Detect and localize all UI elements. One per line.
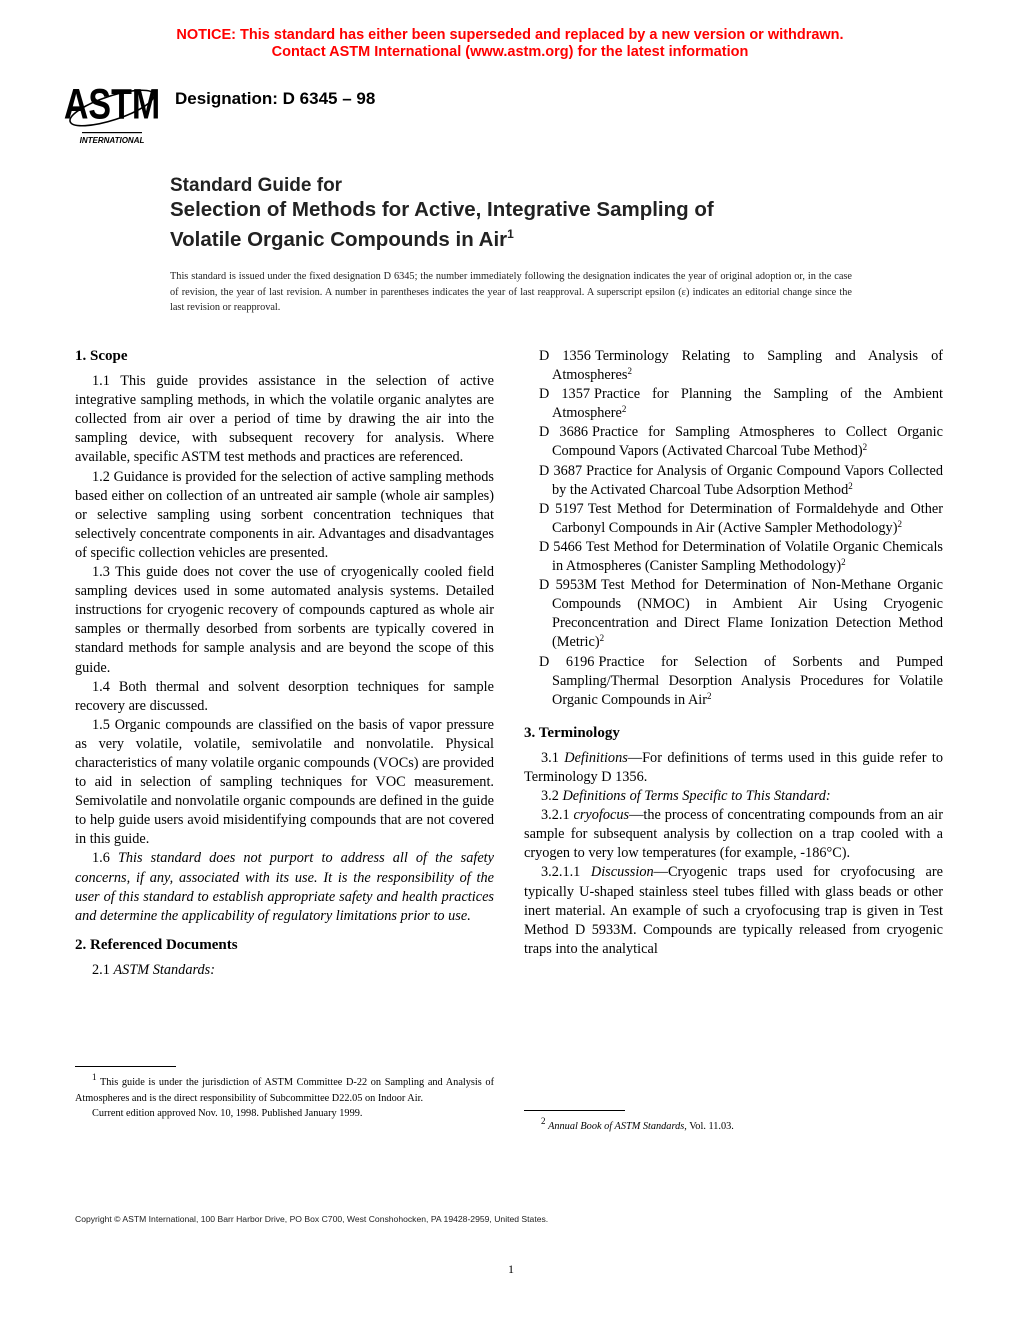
- paragraph-2-1: [75, 961, 494, 980]
- right-column: [524, 347, 943, 959]
- paragraph-1-5: 1.5 Organic compounds are classified on the basis of vapor pressure as very volatile, volatile, semivolatile and nonvolatile. Physical characteristics of many volatile organic compounds (VOCs) are provided to aid in selection of sampling techniques for VOC measurement. Semivolatile and nonvolatile organic compounds are defined in the guide to help guide users avoid misidentifying compounds that are not covered in this guide.: [75, 716, 494, 848]
- designation: Designation: D 6345 – 98: [175, 89, 376, 108]
- title-line-1: Standard Guide for: [170, 175, 343, 196]
- defined-term: cryofocus: [573, 807, 630, 824]
- title-footnote-mark: 1: [507, 227, 514, 241]
- reference-item: D 6196 Practice for Selection of Sorbents and Pumped Sampling/Thermal Desorption Analysis Procedures for Volatile Organic Compounds in Air$^2$: [539, 653, 943, 708]
- notice-line-1: NOTICE: This standard has either been superseded and replaced by a new version or withdrawn.: [176, 27, 844, 43]
- document-title: [170, 175, 714, 252]
- reference-item: D 3687 Practice for Analysis of Organic Compound Vapors Collected by the Activated Charcoal Tube Adsorption Method$^2$: [539, 462, 943, 498]
- reference-item: D 5953M Test Method for Determination of Non-Methane Organic Compounds (NMOC) in Ambient Air Using Cryogenic Preconcentration and Direct Flame Ionization Detection Method (Metric)$^2$: [539, 577, 943, 651]
- paragraph-1-4: 1.4 Both thermal and solvent desorption techniques for sample recovery are discussed.: [75, 678, 494, 714]
- reference-item: D 1357 Practice for Planning the Sampling of the Ambient Atmosphere$^2$: [539, 386, 943, 422]
- paragraph-3-1: 3.1 Definitions—For definitions of terms used in this guide refer to Terminology D 1356.: [524, 749, 943, 785]
- paragraph-number: 2.1: [92, 961, 114, 978]
- defined-term: Definitions: [564, 749, 628, 766]
- paragraph-1-2: 1.2 Guidance is provided for the selection of active sampling methods based either on collection of an untreated air sample (whole air samples) or selective sampling using sorbent concentration techniques that selectively concentrate components in air. Advantages and disadvantages of specific collection vehicles are presented.: [75, 468, 494, 561]
- paragraph-3-2-1: 3.2.1 cryofocus—the process of concentrating compounds from an air sample for subsequent analysis by collection on a trap cooled with a cryogen to very low temperatures (for example, -186°C).: [524, 807, 944, 862]
- footnote-divider: [75, 1066, 176, 1067]
- defined-term: Discussion: [590, 864, 654, 881]
- section-heading-terminology: 3. Terminology: [524, 724, 620, 741]
- footnote-1: [75, 1072, 494, 1122]
- footnote-divider: [524, 1110, 625, 1111]
- edition-note: Current edition approved Nov. 10, 1998. Published January 1999.: [92, 1108, 363, 1119]
- astm-standards-label: ASTM Standards:: [113, 961, 215, 978]
- footnote-mark: 1: [92, 1072, 97, 1082]
- footnote-mark: 2: [541, 1116, 546, 1126]
- astm-international-logo-icon: [64, 80, 160, 146]
- preamble: This standard is issued under the fixed designation D 6345; the number immediately following the designation indicates the year of original adoption or, in the case of revision, the year of last revision. A number in parentheses indicates the year of last reapproval. A superscript epsilon (ε) indicates an editorial change since the last revision or reapproval.: [170, 271, 852, 314]
- paragraph-3-2: 3.2 Definitions of Terms Specific to This Standard:: [541, 788, 831, 805]
- reference-item: D 5197 Test Method for Determination of Formaldehyde and Other Carbonyl Compounds in Air (Active Sampler Methodology)$^2$: [539, 500, 944, 536]
- withdrawal-notice: [0, 27, 1020, 61]
- paragraph-3-2-1-1: 3.2.1.1 Discussion—Cryogenic traps used for cryofocusing are typically U-shaped stainless steel tubes filled with glass beads or other inert material. An example of such a cryofocusing trap is given in Test Method D 5933M. Compounds are typically released from cryogenic traps into the analytical: [524, 864, 944, 957]
- footnote-2: $^2$ Annual Book of ASTM Standards, Vol. 11.03.: [541, 1116, 734, 1132]
- reference-item: D 3686 Practice for Sampling Atmospheres to Collect Organic Compound Vapors (Activated Charcoal Tube Method)$^2$: [539, 424, 943, 460]
- paragraph-1-6: [75, 849, 494, 925]
- page-number: 1: [508, 1262, 514, 1276]
- svg-text:INTERNATIONAL: INTERNATIONAL: [79, 136, 145, 145]
- copyright-notice: Copyright © ASTM International, 100 Barr Harbor Drive, PO Box C700, West Conshohocken, PA 19428-2959, United States.: [75, 1214, 549, 1224]
- notice-line-2: Contact ASTM International (www.astm.org) for the latest information: [271, 44, 749, 60]
- title-line-3: Volatile Organic Compounds in Air: [170, 227, 508, 251]
- section-heading-scope: 1. Scope: [75, 348, 128, 364]
- svg-text:ASTM: ASTM: [64, 81, 160, 129]
- section-heading-referenced-documents: 2. Referenced Documents: [75, 936, 238, 953]
- paragraph-1-1: 1.1 This guide provides assistance in the selection of active integrative sampling methods, in which the volatile organic analytes are collected from air over a period of time by drawing the air into the sampling device, with subsequent recovery for analysis. Where available, specific ASTM test methods and practices are referenced.: [75, 373, 494, 466]
- annual-book-title: Annual Book of ASTM Standards: [548, 1121, 685, 1132]
- safety-caveat: This standard does not purport to address all of the safety concerns, if any, associated with its use. It is the responsibility of the user of this standard to establish appropriate safety and health practices and determine the applicability of regulatory limitations prior to use.: [75, 850, 494, 924]
- reference-item: D 1356 Terminology Relating to Sampling and Analysis of Atmospheres$^2$: [539, 348, 944, 384]
- footnote-1-text: This guide is under the jurisdiction of ASTM Committee D-22 on Sampling and Analysis of Atmospheres and is the direct responsibility of Subcommittee D22.05 on Indoor Air.: [75, 1077, 494, 1104]
- reference-item: D 5466 Test Method for Determination of Volatile Organic Chemicals in Atmospheres (Canister Sampling Methodology)$^2$: [539, 538, 943, 575]
- title-line-2: Selection of Methods for Active, Integrative Sampling of: [170, 198, 714, 221]
- left-column: [75, 347, 494, 980]
- paragraph-1-3: 1.3 This guide does not cover the use of cryogenically cooled field sampling devices used in some automated analysis systems. Detailed instructions for cryogenic recovery of compounds captured as whole air samples or thermally desorbed from sorbents are typically covered in standard methods for sample analysis and are beyond the scope of this guide.: [75, 564, 494, 676]
- paragraph-number: 1.6: [92, 850, 118, 867]
- referenced-documents-list: [524, 347, 943, 710]
